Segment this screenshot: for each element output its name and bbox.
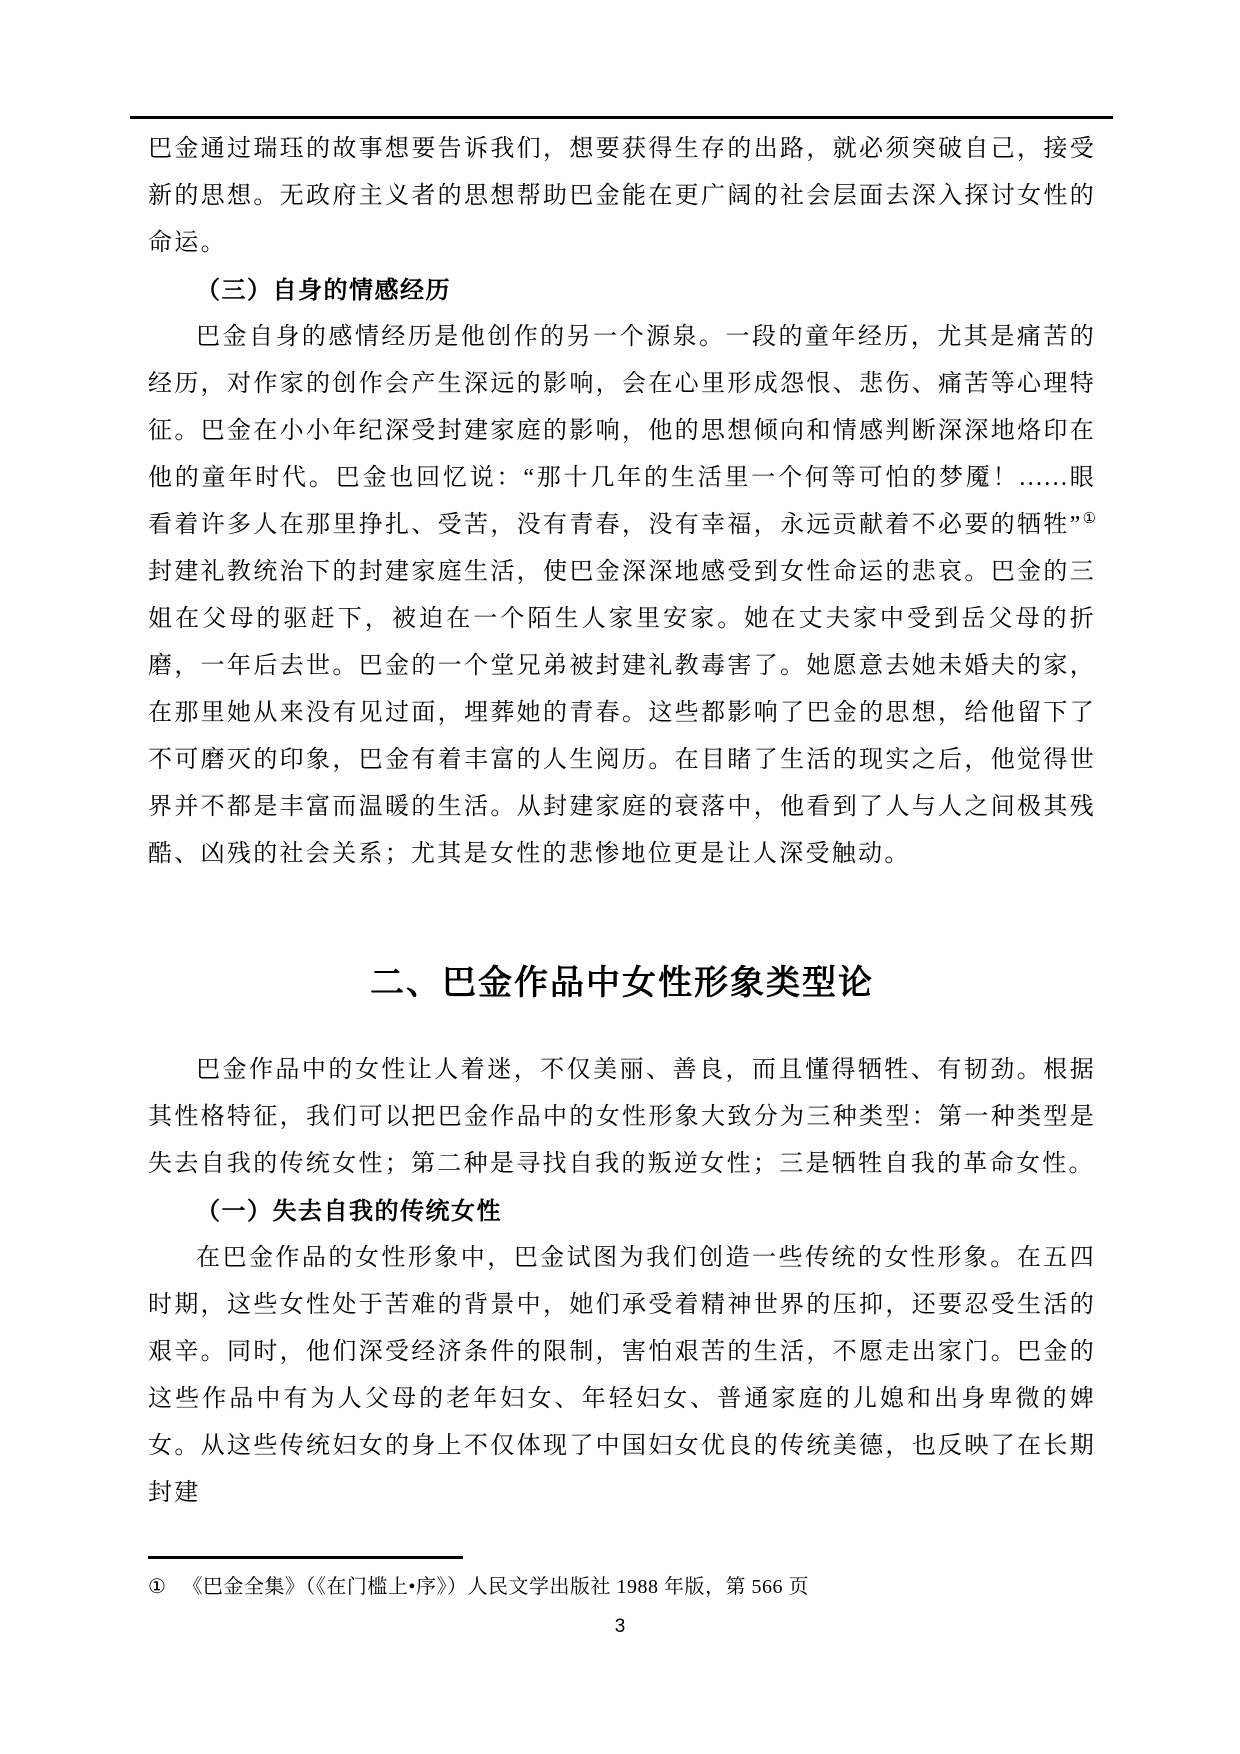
paragraph-traditional: 在巴金作品的女性形象中，巴金试图为我们创造一些传统的女性形象。在五四时期，这些女性处于苦难的背景中，她们承受着精神世界的压抑，还要忍受生活的艰辛。同时，他们深受经济条件的限制，害怕艰苦的生活，不愿走出家门。巴金的这些作品中有为人父母的老年妇女、年轻妇女、普通家庭的儿媳和出身卑微的婢女。从这些传统妇女的身上不仅体现了中国妇女优良的传统美德，也反映了在长期封建	[148, 1245, 1096, 1506]
section-heading-emotional-experience: （三）自身的情感经历	[196, 277, 451, 304]
section-heading-traditional-women: （一）失去自我的传统女性	[196, 1198, 502, 1225]
paragraph-types: 巴金作品中的女性让人着迷，不仅美丽、善良，而且懂得牺牲、有韧劲。根据其性格特征，我们可以把巴金作品中的女性形象大致分为三种类型：第一种类型是失去自我的传统女性；第二种是寻找自我的叛逆女性；三是牺牲自我的革命女性。	[148, 1057, 1096, 1177]
footnote-separator	[148, 1556, 463, 1559]
paragraph-continued: 巴金通过瑞珏的故事想要告诉我们，想要获得生存的出路，就必须突破自己，接受新的思想。无政府主义者的思想帮助巴金能在更广阔的社会层面去深入探讨女性的命运。	[148, 136, 1096, 256]
footnote-reference-1: ①	[1082, 511, 1096, 527]
footnote	[148, 1572, 1096, 1602]
header-rule	[130, 116, 1113, 119]
paragraph-emotional-text-2: 封建礼教统治下的封建家庭生活，使巴金深深地感受到女性命运的悲哀。巴金的三姐在父母的驱赶下，被迫在一个陌生人家里安家。她在丈夫家中受到岳父母的折磨，一年后去世。巴金的一个堂兄弟被封建礼教毒害了。她愿意去她未婚夫的家，在那里她从来没有见过面，埋葬她的青春。这些都影响了巴金的思想，给他留下了不可磨灭的印象，巴金有着丰富的人生阅历。在目睹了生活的现实之后，他觉得世界并不都是丰富而温暖的生活。从封建家庭的衰落中，他看到了人与人之间极其残酷、凶残的社会关系；尤其是女性的悲惨地位更是让人深受触动。	[148, 559, 1096, 867]
paragraph-emotional	[148, 314, 1096, 878]
footnote-marker: ①	[148, 1576, 167, 1598]
page-number: 3	[614, 1616, 626, 1637]
footnote-text: 《巴金全集》（《在门槛上•序》）人民文学出版社 1988 年版，第 566 页	[182, 1576, 809, 1598]
page-body	[148, 126, 1096, 1517]
paragraph-emotional-text-1: 巴金自身的感情经历是他创作的另一个源泉。一段的童年经历，尤其是痛苦的经历，对作家的创作会产生深远的影响，会在心里形成怨恨、悲伤、痛苦等心理特征。巴金在小小年纪深受封建家庭的影响，他的思想倾向和情感判断深深地烙印在他的童年时代。巴金也回忆说：“那十几年的生活里一个何等可怕的梦魇！......眼看着许多人在那里挣扎、受苦，没有青春，没有幸福，永远贡献着不必要的牺牲”	[148, 324, 1096, 538]
chapter-heading-female-image-typology: 二、巴金作品中女性形象类型论	[370, 964, 874, 1002]
